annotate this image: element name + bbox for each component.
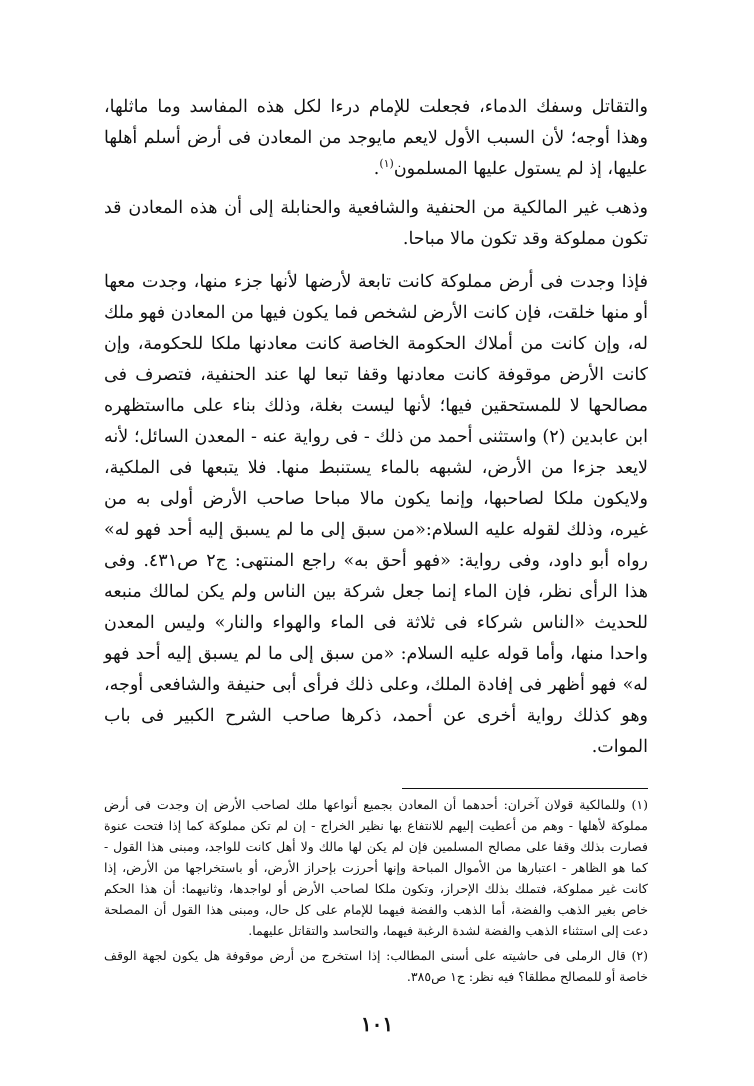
footnote-1: (١) وللمالكية قولان آخران: أحدهما أن المعادن بجميع أنواعها ملك لصاحب الأرض إن وجدت فى أرض مملوكة لأهلها - وهم من أعطيت إليهم للانتفاع بها نظير الخراج - إن لم تكن مملوكة كما إذا فتحت عنوة فصارت بذلك وقفا على مصالح المسلمين فإن لم يكن لها مالك ولا أهل كانت للواجد، ومبنى هذا القول - كما هو الظاهر - اعتبارها من الأموال المباحة وإنها أحرزت بإحراز الأرض، أو باستخراجها من الأرض، إذا كانت غير مملوكة، فتملك بذلك الإحراز، وتكون ملكا لصاحب الأرض أو لواجدها، وثانيهما: أن هذا الحكم خاص بغير الذهب والفضة، أما الذهب والفضة فيهما للإمام على كل حال، ومبنى هذا القول أن المصلحة دعت إلى استثناء الذهب والفضة لشدة الرغبة فيهما، والتحاسد والتقاتل عليهما. xyxy=(104,797,648,938)
paragraph-3: فإذا وجدت فى أرض مملوكة كانت تابعة لأرضها لأنها جزء منها، وجدت معها أو منها خلقت، فإن كانت الأرض لشخص فما يكون فيها من المعادن فهو ملك له، وإن كانت من أملاك الحكومة الخاصة كانت معادنها ملكا للحكومة، وإن كانت الأرض موقوفة كانت معادنها وقفا تبعا لها عند الحنفية، فتصرف فى مصالحها لا للمستحقين فيها؛ لأنها ليست بغلة، وذلك بناء على مااستظهره ابن عابدين (٢) واستثنى أحمد من ذلك - فى رواية عنه - المعدن السائل؛ لأنه لايعد جزءا من الأرض، لشبهه بالماء يستنبط منها. فلا يتبعها فى الملكية، ولايكون ملكا لصاحبها، وإنما يكون مالا مباحا صاحب الأرض أولى به من غيره، وذلك لقوله عليه السلام:«من سبق إلى ما لم يسبق إليه أحد فهو له» رواه أبو داود، وفى رواية: «فهو أحق به» راجع المنتهى: ج٢ ص٤٣١. وفى هذا الرأى نظر، فإن الماء إنما جعل شركة بين الناس ولم يكن لمالك منبعه للحديث «الناس شركاء فى ثلاثة فى الماء والهواء والنار» وليس المعدن واحدا منها، وأما قوله عليه السلام: «من سبق إلى ما لم يسبق إليه أحد فهو له» فهو أظهر فى إفادة الملك، وعلى ذلك فرأى أبى حنيفة والشافعى أوجه، وهو كذلك رواية أخرى عن أحمد، ذكرها صاحب الشرح الكبير فى باب الموات. xyxy=(104,272,648,757)
footnotes xyxy=(104,794,648,987)
footnote-2: (٢) قال الرملى فى حاشيته على أسنى المطالب: إذا استخرج من أرض موقوفة هل يكون لجهة الوقف خاصة أو للمصالح مطلقا؟ فيه نظر: ج١ ص٣٨٥. xyxy=(104,948,648,984)
paragraph-1: والتقاتل وسفك الدماء، فجعلت للإمام درءا لكل هذه المفاسد وما ماثلها، وهذا أوجه؛ لأن السبب الأول لايعم مايوجد من المعادن فى أرض أسلم أهلها عليها، إذ لم يستول عليها المسلمون$^{(١)}$. xyxy=(104,97,648,179)
footnote-ref-1: (١) xyxy=(379,157,394,171)
main-text xyxy=(104,92,648,763)
footnote-divider xyxy=(402,788,648,789)
paragraph-2: وذهب غير المالكية من الحنفية والشافعية والحنابلة إلى أن هذه المعادن قد تكون مملوكة وقد تكون مالا مباحا. xyxy=(104,198,648,249)
paragraph-1-text: والتقاتل وسفك الدماء، فجعلت للإمام درءا لكل هذه المفاسد وما ماثلها، وهذا أوجه؛ لأن السبب الأول لايعم مايوجد من المعادن فى أرض أسلم أهلها عليها، إذ لم يستول عليها المسلمون xyxy=(104,97,648,179)
page-number: ١٠١ xyxy=(360,1012,394,1036)
